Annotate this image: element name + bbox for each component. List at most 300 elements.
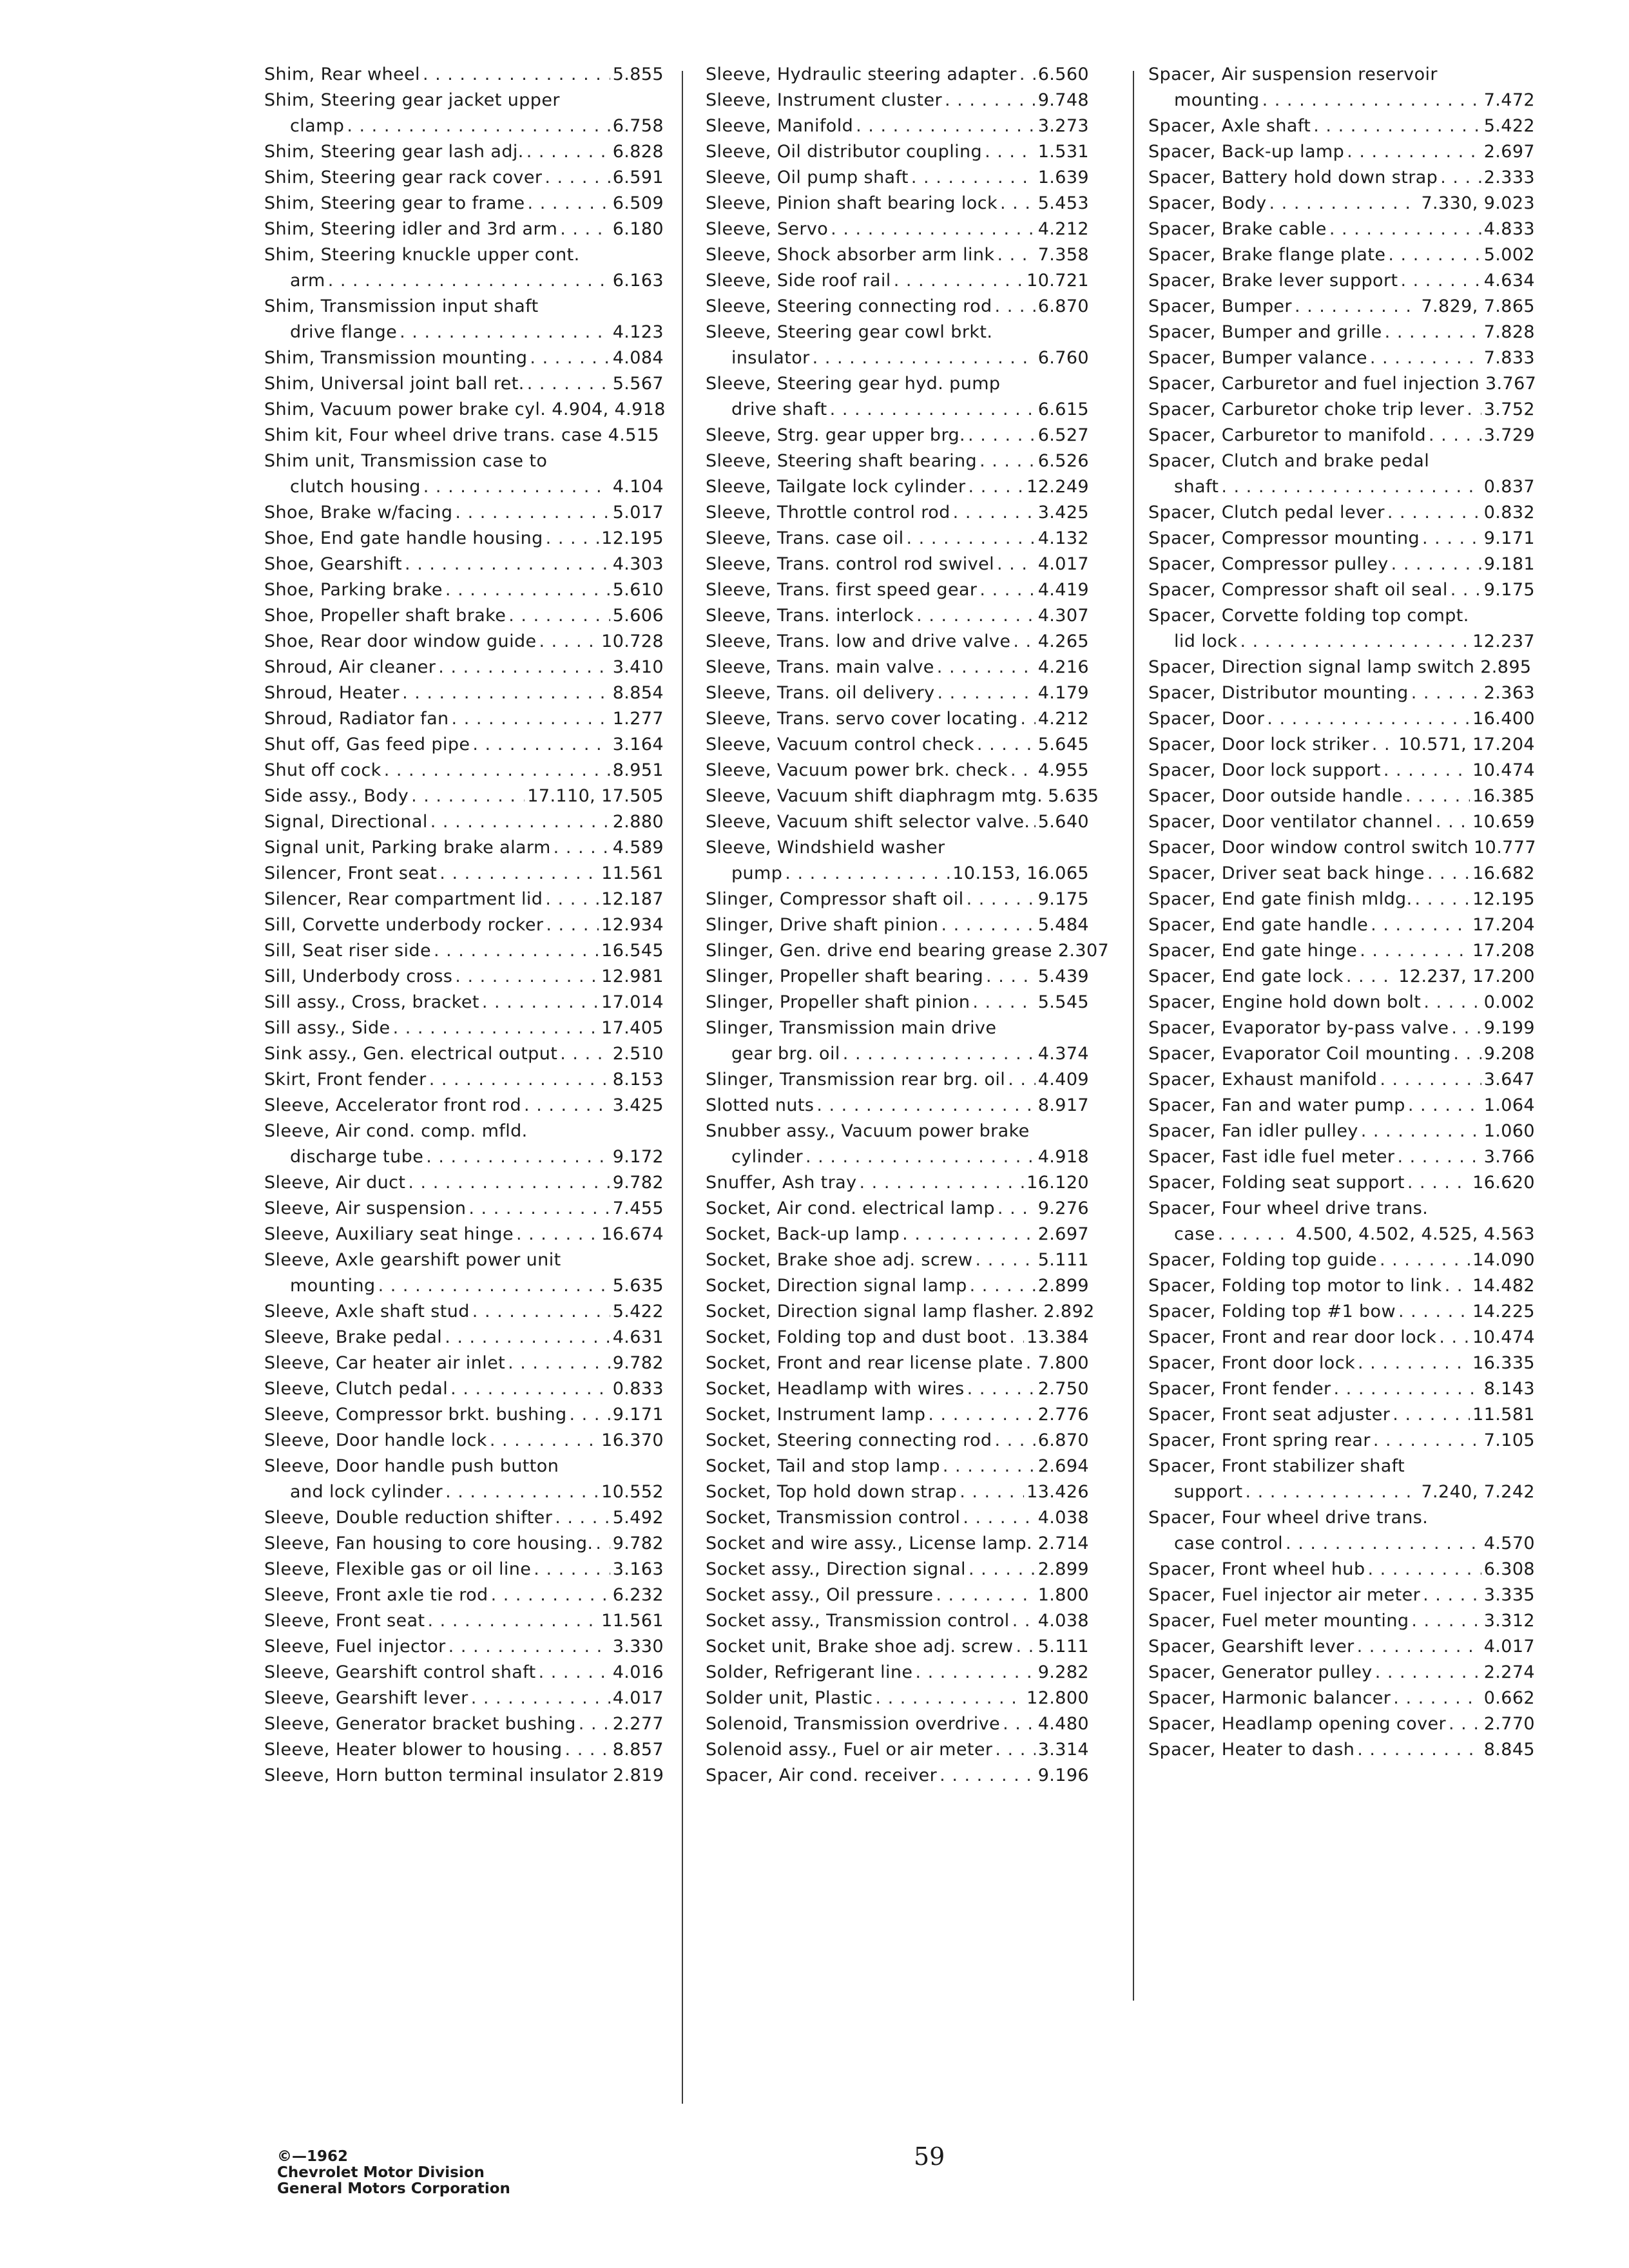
- entry-label: Spacer, Axle shaft: [1148, 116, 1311, 136]
- entry-label: pump: [731, 863, 783, 883]
- entry-label: Spacer, End gate finish mldg.: [1148, 889, 1412, 909]
- dot-leader: [445, 1479, 599, 1505]
- entry-label: Shim, Rear wheel: [264, 64, 420, 84]
- index-entry: [706, 629, 1089, 655]
- index-entry: [264, 1015, 664, 1041]
- index-entry: [264, 1711, 664, 1737]
- index-entry: [264, 242, 664, 294]
- index-entry: [1148, 938, 1535, 964]
- entry-label: Spacer, Driver seat back hinge: [1148, 863, 1425, 883]
- entry-page-ref: 1.060: [1483, 1121, 1535, 1141]
- index-entry: [706, 809, 1089, 835]
- entry-page-ref: 8.917: [1037, 1095, 1089, 1115]
- entry-label: Socket, Folding top and dust boot: [706, 1327, 1007, 1347]
- index-entry: [1148, 1299, 1535, 1325]
- entry-heading: Spacer, Air suspension reservoir: [1148, 64, 1438, 84]
- entry-label: Sleeve, Trans. control rod swivel: [706, 554, 994, 574]
- index-entry: [706, 835, 1089, 887]
- dot-leader: [1383, 758, 1470, 783]
- entry-label: Spacer, Generator pulley: [1148, 1662, 1373, 1682]
- entry-page-ref: 10.153, 16.065: [952, 863, 1089, 883]
- entry-page-ref: 9.181: [1483, 554, 1535, 574]
- dot-leader: [1467, 397, 1481, 423]
- entry-page-ref: 0.002: [1483, 992, 1535, 1012]
- entry-label: Sleeve, Side roof rail: [706, 271, 891, 291]
- dot-leader: [546, 526, 599, 552]
- entry-label: Spacer, Exhaust manifold: [1148, 1070, 1378, 1090]
- dot-leader: [1357, 1634, 1481, 1660]
- entry-page-ref: 9.782: [612, 1353, 664, 1373]
- entry-page-ref: 4.123: [612, 322, 664, 342]
- index-entry: [1148, 320, 1535, 345]
- dot-leader: [1361, 1119, 1481, 1144]
- index-entry: [1148, 1634, 1535, 1660]
- entry-label: Sleeve, Vacuum shift diaphragm mtg.: [706, 786, 1043, 806]
- dot-leader: [970, 1273, 1036, 1299]
- entry-page-ref: 6.591: [612, 168, 664, 187]
- entry-page-ref: 9.782: [612, 1533, 664, 1553]
- dot-leader: [1391, 552, 1481, 577]
- dot-leader: [491, 1582, 610, 1608]
- entry-heading: Sleeve, Door handle push button: [264, 1456, 559, 1476]
- index-entry: [264, 990, 664, 1015]
- dot-leader: [1423, 990, 1481, 1015]
- index-entry: [1148, 526, 1535, 552]
- entry-page-ref: 2.333: [1483, 168, 1535, 187]
- index-entry: [264, 809, 664, 835]
- entry-label: Sleeve, Strg. gear upper brg.: [706, 425, 966, 445]
- entry-page-ref: 5.645: [1037, 735, 1089, 754]
- dot-leader: [816, 1093, 1035, 1119]
- entry-page-ref: 7.358: [1037, 245, 1089, 265]
- entry-page-ref: 13.384: [1027, 1327, 1089, 1347]
- index-entry: [706, 1582, 1089, 1608]
- entry-page-ref: 5.640: [1037, 812, 1089, 832]
- dot-leader: [1019, 62, 1036, 88]
- dot-leader: [1385, 320, 1481, 345]
- dot-leader: [560, 216, 610, 242]
- index-entry: [1148, 1041, 1535, 1067]
- entry-page-ref: 17.405: [601, 1018, 664, 1038]
- entry-heading: Spacer, Four wheel drive trans.: [1148, 1508, 1429, 1528]
- entry-label: Sleeve, Shock absorber arm link: [706, 245, 995, 265]
- entry-heading: Sleeve, Air cond. comp. mfld.: [264, 1121, 528, 1141]
- entry-label: Shroud, Heater: [264, 683, 400, 703]
- entry-label: Shut off cock: [264, 760, 381, 780]
- entry-page-ref: 2.714: [1037, 1533, 1089, 1553]
- entry-page-ref: 6.509: [612, 193, 664, 213]
- dot-leader: [1373, 1428, 1481, 1454]
- dot-leader: [378, 1273, 610, 1299]
- dot-leader: [428, 1608, 599, 1634]
- entry-label: clamp: [290, 116, 345, 136]
- index-entry: [706, 1247, 1089, 1273]
- index-entry: [706, 1119, 1089, 1170]
- dot-leader: [530, 345, 610, 371]
- index-entry: [1148, 345, 1535, 371]
- entry-label: Sill assy., Cross, bracket: [264, 992, 479, 1012]
- dot-leader: [969, 474, 1025, 500]
- dot-leader: [953, 500, 1036, 526]
- dot-leader: [570, 1402, 610, 1428]
- entry-label: Shoe, Parking brake: [264, 580, 443, 600]
- dot-leader: [976, 1247, 1036, 1273]
- entry-label: lid lock: [1174, 631, 1238, 651]
- column-divider: [1133, 71, 1134, 2001]
- dot-leader: [1221, 474, 1481, 500]
- entry-page-ref: 16.682: [1472, 863, 1535, 883]
- entry-page-ref: 6.760: [1037, 348, 1089, 368]
- entry-page-ref: 10.728: [601, 631, 664, 651]
- dot-leader: [894, 268, 1024, 294]
- entry-label: Sleeve, Double reduction shifter: [264, 1508, 553, 1528]
- entry-page-ref: 17.208: [1472, 941, 1535, 961]
- entry-page-ref: 2.277: [612, 1714, 664, 1734]
- dot-leader: [595, 1531, 610, 1557]
- entry-label: Signal unit, Parking brake alarm: [264, 838, 551, 858]
- index-entry: [264, 783, 664, 809]
- index-entry: [1148, 1119, 1535, 1144]
- entry-page-ref: 2.899: [1037, 1559, 1089, 1579]
- entry-label: Spacer, Heater to dash: [1148, 1740, 1355, 1760]
- entry-page-ref: 4.589: [612, 838, 664, 858]
- entry-label: Sleeve, Horn button terminal insulator: [264, 1765, 608, 1785]
- entry-heading: Snubber assy., Vacuum power brake: [706, 1121, 1030, 1141]
- entry-page-ref: 9.208: [1483, 1044, 1535, 1064]
- entry-label: Spacer, Folding top guide: [1148, 1250, 1377, 1270]
- index-entry: [1148, 1015, 1535, 1041]
- index-entry: [1148, 1428, 1535, 1454]
- index-entry: [264, 216, 664, 242]
- index-entry: [1148, 216, 1535, 242]
- dot-leader: [423, 474, 610, 500]
- entry-page-ref: 5.017: [612, 503, 664, 523]
- index-entry: [1148, 1582, 1535, 1608]
- index-entry: [706, 1686, 1089, 1711]
- dot-leader: [534, 1557, 610, 1582]
- dot-leader: [997, 242, 1035, 268]
- entry-label: Side assy., Body: [264, 786, 409, 806]
- entry-page-ref: 2.510: [612, 1044, 664, 1064]
- dot-leader: [1393, 1402, 1470, 1428]
- entry-label: Spacer, Distributor mounting: [1148, 683, 1409, 703]
- entry-label: Spacer, Fuel meter mounting: [1148, 1611, 1409, 1631]
- index-entry: [706, 1531, 1089, 1557]
- entry-label: Sleeve, Heater blower to housing: [264, 1740, 563, 1760]
- entry-page-ref: 5.111: [1037, 1637, 1089, 1657]
- index-entry: [706, 1428, 1089, 1454]
- index-entry: [706, 191, 1089, 216]
- entry-label: Shut off, Gas feed pipe: [264, 735, 470, 754]
- index-entry: [264, 191, 664, 216]
- entry-label: Spacer, Front and rear door lock: [1148, 1327, 1437, 1347]
- dot-leader: [539, 629, 599, 655]
- dot-leader: [471, 1686, 610, 1711]
- entry-page-ref: 4.017: [1037, 554, 1089, 574]
- entry-page-ref: 5.484: [1037, 915, 1089, 935]
- dot-leader: [1449, 1711, 1481, 1737]
- entry-heading: Shim unit, Transmission case to: [264, 451, 548, 471]
- dot-leader: [911, 165, 1036, 191]
- dot-leader: [1012, 1608, 1036, 1634]
- index-entry: [264, 603, 664, 629]
- dot-leader: [969, 1557, 1036, 1582]
- entry-label: Slinger, Gen. drive end bearing grease 2.307: [706, 941, 1110, 961]
- dot-leader: [1436, 809, 1470, 835]
- entry-label: Shoe, Rear door window guide: [264, 631, 537, 651]
- index-entry: [264, 577, 664, 603]
- dot-leader: [902, 1222, 1036, 1247]
- index-entry: [264, 758, 664, 783]
- index-entry: [264, 1763, 664, 1789]
- entry-page-ref: 5.492: [612, 1508, 664, 1528]
- index-entry: [706, 1015, 1089, 1067]
- dot-leader: [959, 1479, 1024, 1505]
- entry-page-ref: 6.615: [1037, 399, 1089, 419]
- entry-page-ref: 5.635: [612, 1276, 664, 1296]
- index-entry: [264, 706, 664, 732]
- entry-page-ref: 7.833: [1483, 348, 1535, 368]
- index-entry: [264, 1428, 664, 1454]
- entry-page-ref: 12.195: [1472, 889, 1535, 909]
- entry-page-ref: 14.225: [1472, 1302, 1535, 1321]
- entry-label: case control: [1174, 1533, 1284, 1553]
- index-entry: [706, 1170, 1089, 1196]
- division-line: Chevrolet Motor Division: [277, 2164, 485, 2181]
- entry-label: Spacer, Evaporator Coil mounting: [1148, 1044, 1451, 1064]
- entry-heading: Sleeve, Windshield washer: [706, 838, 945, 858]
- entry-label: Shim, Steering gear rack cover: [264, 168, 543, 187]
- dot-leader: [405, 552, 610, 577]
- entry-label: support: [1174, 1482, 1243, 1502]
- entry-page-ref: 2.750: [1037, 1379, 1089, 1399]
- index-entry: [706, 990, 1089, 1015]
- dot-leader: [1026, 1350, 1036, 1376]
- dot-leader: [455, 500, 610, 526]
- entry-label: mounting: [1174, 90, 1260, 110]
- dot-leader: [545, 165, 610, 191]
- column-divider: [682, 71, 683, 2104]
- index-entry: [264, 1531, 664, 1557]
- entry-label: Sleeve, Instrument cluster: [706, 90, 942, 110]
- entry-label: shaft: [1174, 477, 1219, 497]
- index-column-1: [264, 62, 664, 1789]
- entry-label: Solenoid, Transmission overdrive: [706, 1714, 1001, 1734]
- entry-label: Sleeve, Fan housing to core housing.: [264, 1533, 593, 1553]
- index-entry: [706, 1350, 1089, 1376]
- entry-page-ref: 3.425: [1037, 503, 1089, 523]
- index-entry: [1148, 268, 1535, 294]
- index-entry: [264, 1660, 664, 1686]
- index-entry: [706, 1660, 1089, 1686]
- index-entry: [264, 1608, 664, 1634]
- entry-page-ref: 17.110, 17.505: [527, 786, 664, 806]
- index-entry: [706, 1273, 1089, 1299]
- index-entry: [706, 1402, 1089, 1428]
- entry-label: Sleeve, Flexible gas or oil line: [264, 1559, 532, 1579]
- entry-page-ref: 5.439: [1037, 966, 1089, 986]
- entry-label: Shim, Vacuum power brake cyl. 4.904, 4.918: [264, 399, 666, 419]
- index-entry: [264, 1557, 664, 1582]
- index-column-2: [706, 62, 1110, 1789]
- entry-page-ref: 12.800: [1027, 1688, 1089, 1708]
- dot-leader: [527, 371, 610, 397]
- entry-page-ref: 16.400: [1472, 709, 1535, 729]
- entry-heading: Sleeve, Axle gearshift power unit: [264, 1250, 561, 1270]
- entry-page-ref: 7.829, 7.865: [1421, 296, 1535, 316]
- entry-page-ref: 1.277: [612, 709, 664, 729]
- dot-leader: [1020, 706, 1035, 732]
- entry-label: Sleeve, Air suspension: [264, 1198, 467, 1218]
- dot-leader: [1429, 423, 1481, 448]
- entry-label: Socket, Top hold down strap: [706, 1482, 958, 1502]
- entry-label: Solder, Refrigerant line: [706, 1662, 913, 1682]
- index-entry: [1148, 835, 1535, 861]
- entry-page-ref: 1.800: [1037, 1585, 1089, 1605]
- entry-label: Sleeve, Air duct: [264, 1173, 406, 1193]
- index-entry: [264, 1222, 664, 1247]
- dot-leader: [1388, 242, 1481, 268]
- entry-page-ref: 3.330: [612, 1637, 664, 1657]
- index-entry: [264, 1402, 664, 1428]
- dot-leader: [393, 1015, 599, 1041]
- entry-label: Sleeve, Hydraulic steering adapter: [706, 64, 1017, 84]
- dot-leader: [1245, 1479, 1418, 1505]
- entry-label: Signal, Directional: [264, 812, 428, 832]
- entry-label: Spacer, Brake cable: [1148, 219, 1327, 239]
- dot-leader: [967, 887, 1036, 912]
- index-entry: [1148, 1454, 1535, 1505]
- index-entry: [1148, 62, 1535, 113]
- entry-page-ref: 5.635: [1048, 786, 1099, 806]
- dot-leader: [1009, 1325, 1024, 1350]
- dot-leader: [985, 139, 1036, 165]
- index-entry: [1148, 706, 1535, 732]
- index-entry: [1148, 1376, 1535, 1402]
- dot-leader: [1427, 861, 1470, 887]
- entry-page-ref: 4.212: [1037, 219, 1089, 239]
- entry-label: Spacer, End gate lock: [1148, 966, 1344, 986]
- dot-leader: [439, 861, 599, 887]
- entry-page-ref: 0.662: [1483, 1688, 1535, 1708]
- entry-page-ref: 7.330, 9.023: [1421, 193, 1535, 213]
- index-entry: [264, 88, 664, 139]
- dot-leader: [1008, 1067, 1035, 1093]
- dot-leader: [1397, 1144, 1481, 1170]
- entry-label: Slotted nuts: [706, 1095, 815, 1115]
- entry-label: Spacer, Evaporator by-pass valve: [1148, 1018, 1449, 1038]
- entry-page-ref: 2.697: [1037, 1224, 1089, 1244]
- dot-leader: [328, 268, 610, 294]
- entry-label: Spacer, Front fender: [1148, 1379, 1331, 1399]
- entry-page-ref: 6.870: [1037, 1430, 1089, 1450]
- dot-leader: [434, 938, 599, 964]
- index-entry: [264, 655, 664, 680]
- dot-leader: [860, 1170, 1025, 1196]
- entry-page-ref: 4.017: [612, 1688, 664, 1708]
- index-entry: [706, 887, 1089, 912]
- entry-label: drive shaft: [731, 399, 827, 419]
- dot-leader: [1357, 1737, 1481, 1763]
- entry-page-ref: 16.674: [601, 1224, 664, 1244]
- entry-label: Sleeve, Trans. low and drive valve: [706, 631, 1011, 651]
- dot-leader: [907, 526, 1036, 552]
- index-entry: [1148, 191, 1535, 216]
- index-entry: [706, 268, 1089, 294]
- index-entry: [706, 371, 1089, 423]
- dot-leader: [472, 1299, 610, 1325]
- entry-heading: Spacer, Front stabilizer shaft: [1148, 1456, 1405, 1476]
- entry-page-ref: 8.854: [612, 683, 664, 703]
- entry-label: Socket, Air cond. electrical lamp: [706, 1198, 995, 1218]
- index-entry: [706, 680, 1089, 706]
- entry-label: Shim, Universal joint ball ret.: [264, 374, 525, 394]
- dot-leader: [1408, 1093, 1481, 1119]
- entry-label: Sleeve, Trans. servo cover locating: [706, 709, 1018, 729]
- dot-leader: [555, 1505, 610, 1531]
- entry-page-ref: 2.697: [1483, 142, 1535, 162]
- entry-page-ref: 5.002: [1483, 245, 1535, 265]
- entry-label: Spacer, Gearshift lever: [1148, 1637, 1354, 1657]
- index-entry: [264, 294, 664, 345]
- index-entry: [1148, 1402, 1535, 1428]
- dot-leader: [438, 655, 610, 680]
- dot-leader: [995, 1737, 1035, 1763]
- entry-label: Slinger, Propeller shaft bearing: [706, 966, 984, 986]
- entry-label: Shim kit, Four wheel drive trans. case 4.515: [264, 425, 659, 445]
- index-entry: [706, 1376, 1089, 1402]
- entry-label: Spacer, Brake flange plate: [1148, 245, 1386, 265]
- dot-leader: [1032, 809, 1035, 835]
- entry-label: and lock cylinder: [290, 1482, 443, 1502]
- index-entry: [1148, 1686, 1535, 1711]
- entry-heading: Slinger, Transmission main drive: [706, 1018, 997, 1038]
- index-entry: [1148, 113, 1535, 139]
- entry-page-ref: 5.453: [1037, 193, 1089, 213]
- entry-label: Sleeve, Axle shaft stud: [264, 1302, 470, 1321]
- index-entry: [264, 861, 664, 887]
- index-entry: [1148, 1350, 1535, 1376]
- entry-page-ref: 1.639: [1037, 168, 1089, 187]
- corporation-line: General Motors Corporation: [277, 2180, 510, 2197]
- entry-label: drive flange: [290, 322, 398, 342]
- entry-label: Spacer, End gate hinge: [1148, 941, 1358, 961]
- dot-leader: [963, 1505, 1035, 1531]
- index-entry: [706, 1299, 1095, 1325]
- copyright-line: ©—1962: [277, 2148, 349, 2165]
- entry-label: Socket and wire assy., License lamp.: [706, 1533, 1033, 1553]
- index-entry: [264, 139, 664, 165]
- index-entry: [264, 629, 664, 655]
- entry-page-ref: 4.017: [1483, 1637, 1535, 1657]
- index-entry: [706, 1196, 1089, 1222]
- index-entry: [1148, 423, 1535, 448]
- entry-label: Snuffer, Ash tray: [706, 1173, 857, 1193]
- index-entry: [1148, 1144, 1535, 1170]
- entry-page-ref: 6.163: [612, 271, 664, 291]
- dot-leader: [936, 1582, 1035, 1608]
- entry-page-ref: 12.237, 17.200: [1398, 966, 1535, 986]
- index-entry: [264, 1737, 664, 1763]
- entry-heading: Sleeve, Steering gear hyd. pump: [706, 374, 1001, 394]
- entry-label: Sill, Seat riser side: [264, 941, 431, 961]
- index-entry: [706, 577, 1089, 603]
- index-entry: [706, 1325, 1089, 1350]
- dot-leader: [429, 1067, 610, 1093]
- index-entry: [264, 1299, 664, 1325]
- dot-leader: [482, 990, 599, 1015]
- entry-page-ref: 1.531: [1037, 142, 1089, 162]
